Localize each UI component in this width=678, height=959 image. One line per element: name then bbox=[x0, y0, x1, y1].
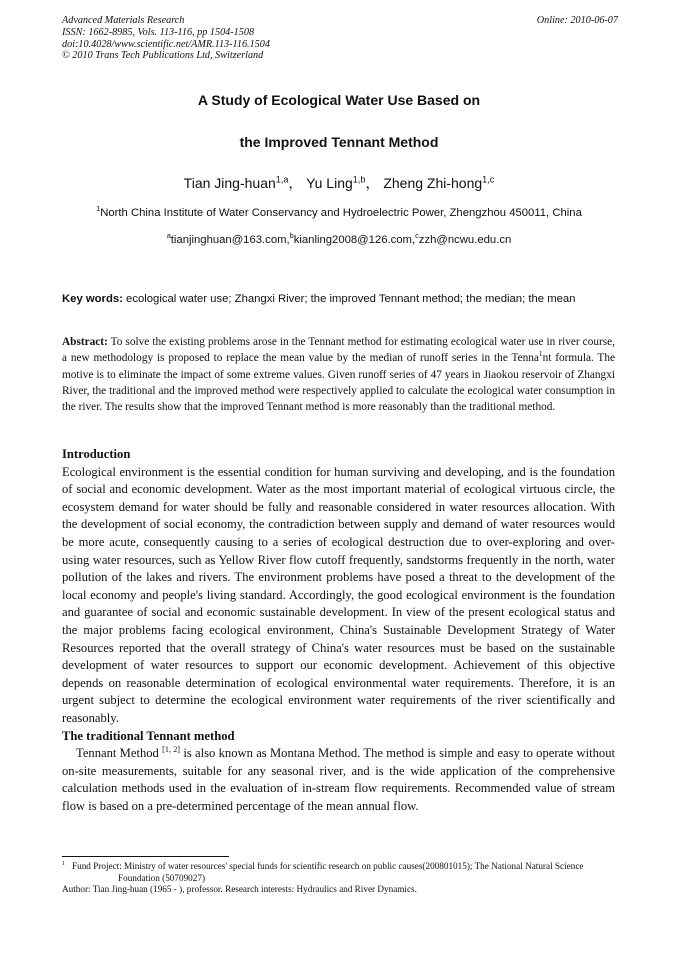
abstract: Abstract: To solve the existing problems arose in the Tennant method for estimating ecological water use in river course, a new methodology is proposed to replace the mean value by the median of runoff series in the Tenna$^1$nt formula. The motive is to eliminate the impact of some extreme values. Given runoff series of 47 years in Jiaokou reservoir of Zhangxi River, the traditional and the improved method were respectively applied to calculate the ecological water consumption in the river. The results show that the improved Tennant method is more reasonably than the traditional method. bbox=[62, 336, 615, 414]
body-text bbox=[62, 446, 615, 815]
tennant-heading: The traditional Tennant method bbox=[62, 728, 235, 743]
online-date: Online: 2010-06-07 bbox=[536, 15, 618, 26]
citation-refs[interactable]: [1, 2] bbox=[162, 744, 181, 754]
email-link[interactable]: kianling2008@126.com bbox=[293, 234, 412, 246]
keywords-text: ecological water use; Zhangxi River; the improved Tennant method; the median; the mean bbox=[122, 293, 576, 305]
issn-line: ISSN: 1662-8985, Vols. 113-116, pp 1504-1508 bbox=[62, 26, 255, 38]
journal-name: Advanced Materials Research bbox=[62, 15, 185, 26]
title-line-1: A Study of Ecological Water Use Based on bbox=[197, 92, 481, 108]
abstract-label: Abstract: bbox=[62, 336, 108, 348]
keywords-label: Key words: bbox=[62, 293, 123, 305]
email-link[interactable]: zzh@ncwu.edu.cn bbox=[418, 234, 512, 246]
author-list bbox=[0, 173, 678, 193]
introduction-paragraph: Ecological environment is the essential condition for human surviving and developing, and is the foundation of social and economic development. Water as the most important material of ecological virtuous circle, the ecosystem demand for water should be fully and reasonable considered in water resources allocation. With the development of social economy, the contradiction between supply and demand of water resources would be more acute, consequently causing to a series of ecological destruction due to over-exploring and over-using water resources, such as Yellow River flow cutoff frequently, sandstorms frequently in the north, water pollution of the lakes and rivers. The environment problems have posed a threat to the development of the local economy and people's living standard. Accordingly, the good ecological environment is the foundation and guarantee of social and economic sustainable development. In view of the present ecological status and the major problems facing ecological environment, China's Sustainable Development Strategy of Water Resources reported that the overall strategy of China's water resources must be based on the sustainable development of water resources to support our economic development. Achievement of this objective depends on reasonable determination of ecological environmental water requirements. Therefore, it is an urgent subject to determine the ecological environment water requirements of the river scientifically and reasonably. bbox=[62, 464, 615, 725]
affiliation: $^1$North China Institute of Water Conservancy and Hydroelectric Power, Zhengzhou 450011, China bbox=[96, 204, 582, 219]
tennant-paragraph: Tennant Method [1, 2] is also known as Montana Method. The method is simple and easy to operate without on-site measurements, suitable for any seasonal river, and is the wide application of the comprehensive calculation methods used in the evaluation of in-stream flow requirements. Recommended value of stream flow is based on a pre-determined percentage of the mean annual flow. bbox=[62, 744, 616, 813]
email-link[interactable]: tianjinghuan@163.com bbox=[170, 234, 287, 246]
doi-line: doi:10.4028/www.scientific.net/AMR.113-116.1504 bbox=[62, 38, 270, 50]
footnote bbox=[62, 861, 615, 896]
footnote-author: Author: Tian Jing-huan (1965 - ), professor. Research interests: Hydraulics and River Dynamics. bbox=[62, 884, 417, 895]
footnote-divider bbox=[62, 856, 229, 857]
email-list: $^a$tianjinghuan@163.com,$^b$kianling2008@126.com,$^c$zzh@ncwu.edu.cn bbox=[166, 231, 512, 246]
copyright-line: © 2010 Trans Tech Publications Ltd, Switzerland bbox=[62, 50, 264, 62]
keywords bbox=[62, 286, 615, 312]
introduction-heading: Introduction bbox=[62, 447, 131, 461]
author-3: Zheng Zhi-hong$^{1,c}$ bbox=[383, 174, 495, 191]
journal-header bbox=[62, 15, 618, 62]
footnote-fund: $^1$ Fund Project: Ministry of water resources' special funds for scientific research on public causes(200801015); The National Natural Science Foundation (50709027) bbox=[62, 860, 584, 883]
author-2: Yu Ling$^{1,b}$， bbox=[306, 174, 380, 191]
title-line-2: the Improved Tennant Method bbox=[239, 134, 439, 150]
author-1: Tian Jing-huan$^{1,a}$， bbox=[183, 174, 303, 191]
